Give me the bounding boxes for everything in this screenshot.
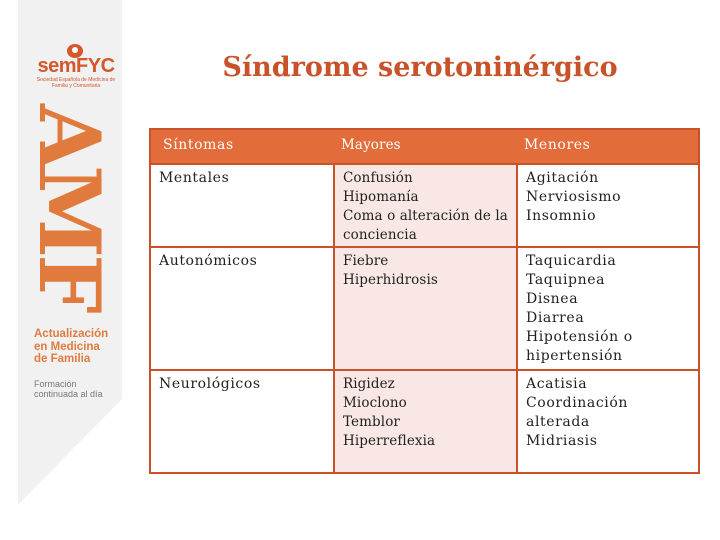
menores-cell: [516, 371, 698, 472]
cell-line: Acatisia: [526, 376, 588, 392]
cell-line: Coordinación: [526, 395, 629, 411]
cell-line: conciencia: [343, 227, 417, 243]
cell-line: Hipomanía: [343, 189, 419, 205]
table-row: [151, 369, 698, 472]
logo-brand: semFYC: [37, 55, 115, 77]
cell-line: Midriasis: [526, 433, 598, 449]
cell-line: Mioclono: [343, 395, 407, 411]
symptoms-table: [149, 128, 700, 474]
cell-line: Nerviosismo: [526, 189, 622, 205]
cell-line: Insomnio: [526, 208, 597, 224]
program-line: Actualización: [34, 328, 109, 340]
row-label: Mentales: [159, 170, 230, 186]
page-title: Síndrome serotoninérgico: [222, 52, 618, 83]
program-name: [34, 328, 134, 366]
program-tagline: [34, 379, 134, 399]
cell-line: Taquicardia: [526, 253, 617, 269]
cell-line: Coma o alteración de la: [343, 208, 508, 224]
cell-line: alterada: [526, 414, 590, 430]
menores-cell: [516, 248, 698, 369]
row-label: Neurológicos: [159, 376, 261, 392]
amf-text: AMF: [20, 104, 119, 310]
logo-subtitle: Sociedad Española de Medicina de Familia y Comunitaria: [36, 77, 116, 89]
table-header-row: [151, 130, 698, 163]
tagline-line: continuada al día: [34, 389, 103, 399]
header-mayores: Mayores: [341, 137, 401, 153]
program-line: de Familia: [34, 353, 91, 365]
table-row: [151, 163, 698, 246]
cell-line: Confusión: [343, 170, 413, 186]
cell-line: Temblor: [343, 414, 400, 430]
cell-line: Taquipnea: [526, 272, 606, 288]
cell-line: Diarrea: [526, 310, 585, 326]
header-menores: Menores: [524, 137, 591, 153]
cell-line: Hipotensión o: [526, 329, 633, 345]
mayores-cell: [333, 371, 516, 472]
amf-vertical-mark: [20, 104, 119, 310]
tagline-line: Formación: [34, 379, 77, 389]
mayores-cell: [333, 165, 516, 246]
cell-line: hipertensión: [526, 348, 623, 364]
table-row: [151, 246, 698, 369]
cell-line: Hiperreflexia: [343, 433, 436, 449]
cell-line: Hiperhidrosis: [343, 272, 438, 288]
cell-line: Disnea: [526, 291, 579, 307]
semfyc-logo: [33, 44, 119, 92]
cell-line: Rigidez: [343, 376, 395, 392]
program-line: en Medicina: [34, 340, 100, 353]
cell-line: Agitación: [526, 170, 599, 186]
header-sintomas: Síntomas: [163, 137, 234, 153]
row-label: Autonómicos: [159, 253, 258, 269]
mayores-cell: [333, 248, 516, 369]
cell-line: Fiebre: [343, 253, 389, 269]
menores-cell: [516, 165, 698, 246]
